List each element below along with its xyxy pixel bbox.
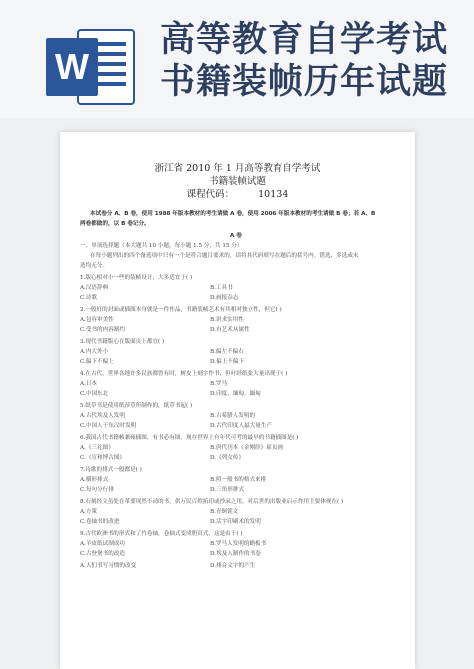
option-a: A.方策: [80, 509, 98, 515]
section-title: A 卷: [230, 233, 242, 239]
paper-title: 浙江省 2010 年 1 月高等教育自学考试: [154, 163, 321, 174]
option-a: A.汉语辞典: [80, 285, 109, 291]
banner: [0, 0, 474, 118]
banner-title-line2: 书籍装帧历年试题: [160, 62, 449, 102]
course-code-label: 课程代码：: [186, 189, 235, 200]
banner-title-line1: 高等教育自学考试: [160, 20, 449, 60]
option-c: C.偏下不偏上: [80, 359, 114, 365]
word-document-icon: [44, 24, 140, 110]
part-title: 一、单项选择题（本大题共 10 小题，每小题 1.5 分，共 15 分）: [80, 243, 243, 249]
question-text: 1.版心相对小一些的装帧设计，大多适宜于( ): [80, 275, 193, 281]
option-c: C.古登堡书的改造: [80, 551, 126, 557]
option-b: B.罗马人发明的蜡板书: [210, 541, 267, 547]
option-d: D.偏上不偏下: [210, 359, 245, 365]
option-c: C.中国人于东汉时发明: [80, 423, 137, 429]
question-text: 4.在古代，世界各地许多民族都曾有时，树皮上刻字作书，但叶经纸张大量出现于( ): [80, 371, 288, 377]
option-a: A.羊皮纸试制成功: [80, 541, 125, 547]
option-b: B.罗马: [210, 381, 228, 387]
exam-paper: [60, 132, 415, 669]
option-a: A.日本: [80, 381, 98, 387]
option-d: D.三角形排式: [210, 487, 245, 493]
option-b: B.唐代刊本《金刚经》扉页画: [210, 445, 284, 451]
instructions: 在每小题列出的四个备选项中只有一个是符合题目要求的，请将其代码填写在题后的括号内。错选、多选或未: [90, 253, 359, 259]
option-d: D.有艺术从属性: [210, 327, 250, 333]
course-code-value: 10134: [258, 189, 289, 200]
option-a: A.人们书写习惯的改变: [80, 563, 137, 569]
option-d: D.埃及人制作的书卷: [210, 551, 261, 557]
option-c: C.诗歌: [80, 295, 98, 301]
paper-note: 本试卷分 A、B 卷，使用 1988 年版本教材的考生请做 A 卷，使用 2006 年版本教材的考生请做 B 卷；若 A、B: [90, 211, 376, 217]
option-d: D.排音文字的产生: [210, 563, 256, 569]
option-d: D.《列女传》: [210, 455, 245, 461]
question-text: 2.一般好的封面或插图本身就是一件作品，书籍装帧艺术有其相对独立性，但它( ): [80, 307, 282, 313]
option-d: D.画报杂志: [210, 295, 239, 301]
logo-letter: W: [55, 46, 89, 87]
question-text: 6.我国古代书籍帧兼雍插图，有书必有图，现存世界上有年代可考的最早的书籍插图是( ): [80, 435, 299, 441]
question-text: 3.现代书籍版心在版面页上都宜( ): [80, 339, 165, 345]
option-b: B.工具书: [210, 285, 233, 291]
option-d: D.印度、缅甸、缅甸: [210, 391, 261, 397]
option-d: D.古代印度人最大量生产: [210, 423, 273, 429]
paper-note-cont: 两卷都做的，以 B 卷记分。: [80, 221, 150, 227]
option-b: B.照一般书的格式来排: [210, 477, 267, 483]
option-c: C.卷轴书的改进: [80, 519, 120, 525]
option-b: B.讲求实用性: [210, 317, 244, 323]
option-a: A.包容审美性: [80, 317, 114, 323]
option-a: A.内大外小: [80, 349, 109, 355]
question-text: 8.石刻经文虽处在革要现然不动的书，供万民百姓拓印或抄录之用，对后世的出版业启示作用主要体现在( ): [80, 499, 344, 505]
course-code: [60, 186, 415, 200]
option-d: D.活字印刷术的发明: [210, 519, 261, 525]
instructions-cont: 选均无分。: [80, 263, 108, 269]
option-b: B.古希腊人发明的: [210, 413, 256, 419]
option-c: C.《宣和博古图》: [80, 455, 126, 461]
option-a: A.古代埃及人发明: [80, 413, 125, 419]
option-c: C.受书的内容制约: [80, 327, 126, 333]
paper-subtitle: 书籍装帧试题: [208, 176, 266, 187]
question-text: 7.诗歌的排式一般都是( ): [80, 467, 142, 473]
option-c: C.每句分行排: [80, 487, 114, 493]
question-text: 9.古代欧洲书的形式和了竹卷轴，卷轴式变成册页式，这是由于( ): [80, 531, 243, 537]
option-c: C.中国东北: [80, 391, 109, 397]
question-text: 5.纸草书是使用纸莎草所制作的，纸草书起( ): [80, 403, 193, 409]
option-a: A.《三礼图》: [80, 445, 114, 451]
option-b: B.偏左不偏右: [210, 349, 244, 355]
option-b: B.青铜铭文: [210, 509, 239, 515]
option-a: A.横形排式: [80, 477, 109, 483]
